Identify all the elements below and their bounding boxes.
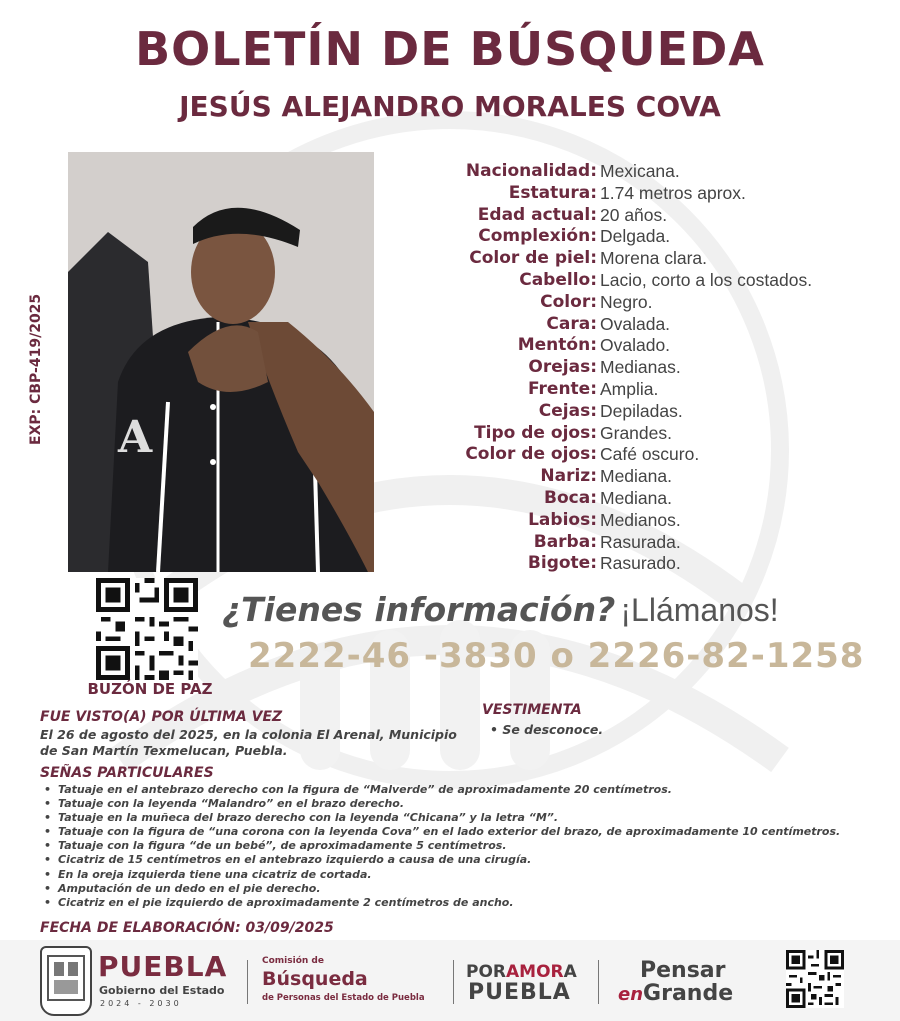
attr-value: Delgada. [600, 226, 671, 247]
list-item: • Amputación de un dedo en el pie derecho. [44, 882, 884, 896]
attr-value: Mexicana. [600, 161, 680, 181]
qr-code-icon[interactable] [95, 578, 199, 680]
commission-main: Búsqueda [262, 968, 368, 990]
attr-row [420, 248, 890, 270]
attr-label: Mentón: [517, 335, 597, 356]
marks-list [44, 783, 884, 910]
a-text: A [563, 962, 577, 982]
bulletin-title: BOLETÍN DE BÚSQUEDA [135, 22, 765, 76]
attr-row [420, 510, 890, 532]
phone-numbers[interactable]: 2222-46 -3830 o 2226-82-1258 [248, 636, 865, 676]
grande-text: Grande [643, 981, 734, 1006]
attr-value: Medianas. [600, 357, 681, 378]
attr-label: Cabello: [519, 269, 597, 290]
attr-row [420, 314, 890, 336]
attr-row [420, 183, 890, 205]
attr-label: Nariz: [540, 466, 597, 487]
list-item: • Tatuaje con la figura “de un bebé”, de aproximadamente 5 centímetros. [44, 839, 884, 853]
attr-row [420, 488, 890, 510]
attr-label: Tipo de ojos: [474, 422, 597, 443]
attr-label: Complexión: [478, 226, 597, 247]
attr-value: Rasurada. [600, 531, 681, 552]
marks-heading: SEÑAS PARTICULARES [40, 765, 214, 781]
attr-label: Labios: [528, 509, 597, 530]
clothing-item: • Se desconoce. [490, 722, 604, 737]
last-seen-line: de San Martín Texmelucan, Puebla. [40, 743, 288, 758]
call-to-action [222, 590, 882, 629]
attr-row [420, 270, 890, 292]
cta-call: ¡Llámanos! [620, 592, 779, 628]
attr-value: Amplia. [600, 378, 659, 399]
attr-label: Color: [540, 291, 597, 312]
attr-label: Boca: [544, 487, 597, 508]
attr-label: Edad actual: [477, 204, 597, 225]
attr-value: Mediana. [600, 487, 672, 508]
en-text: en [618, 984, 644, 1005]
divider [598, 960, 599, 1004]
creation-date: FECHA DE ELABORACIÓN: 03/09/2025 [40, 920, 334, 936]
attr-row [420, 161, 890, 183]
attr-row [420, 357, 890, 379]
por-text: POR [466, 962, 507, 982]
pensar-logo-top: Pensar [640, 958, 726, 983]
physical-description [420, 161, 890, 575]
attr-label: Color de ojos: [465, 444, 597, 465]
state-seal-icon [40, 946, 92, 1016]
list-item: • En la oreja izquierda tiene una cicatriz de cortada. [44, 868, 884, 882]
attr-row [420, 466, 890, 488]
attr-value: Lacio, corto a los costados. [600, 269, 813, 290]
attr-row [420, 532, 890, 554]
attr-label: Bigote: [527, 553, 597, 574]
svg-text:A: A [118, 412, 153, 463]
cta-question: ¿Tienes información? [222, 590, 616, 629]
amor-text: AMOR [506, 962, 564, 982]
commission-bottom: de Personas del Estado de Puebla [262, 993, 425, 1003]
last-seen-heading: FUE VISTO(A) POR ÚLTIMA VEZ [40, 709, 283, 725]
attr-row [420, 379, 890, 401]
attr-value: Medianos. [600, 509, 681, 530]
attr-label: Barba: [533, 531, 597, 552]
qr-label: BUZÓN DE PAZ [87, 680, 213, 698]
last-seen-line: El 26 de agosto del 2025, en la colonia El Arenal, Municipio [40, 727, 457, 742]
clothing-heading: VESTIMENTA [482, 702, 582, 718]
last-seen-text [40, 727, 470, 759]
attr-value: Morena clara. [600, 248, 707, 269]
attr-row [420, 444, 890, 466]
attr-row [420, 553, 890, 575]
attr-value: 1.74 metros aprox. [600, 182, 746, 203]
attr-value: Ovalada. [600, 313, 671, 334]
list-item: • Tatuaje con la figura de “una corona con la leyenda Cova” en el lado exterior del brazo, de aproximadamente 10 centímetros. [44, 825, 884, 839]
puebla-logo-years: 2024 - 2030 [100, 999, 182, 1008]
attr-label: Cara: [546, 313, 597, 334]
attr-value: Depiladas. [600, 400, 683, 421]
attr-value: Café oscuro. [600, 444, 700, 465]
attr-row [420, 205, 890, 227]
puebla-logo-text: PUEBLA [98, 950, 228, 983]
por-amor-logo-top [466, 962, 577, 982]
puebla-logo-sub: Gobierno del Estado [99, 984, 225, 997]
footer-logos [0, 940, 900, 1021]
attr-value: 20 años. [600, 204, 668, 225]
missing-person-name: JESÚS ALEJANDRO MORALES COVA [179, 90, 721, 123]
attr-value: Ovalado. [600, 335, 671, 356]
commission-top: Comisión de [262, 956, 324, 966]
attr-value: Negro. [600, 291, 653, 312]
attr-value: Rasurado. [600, 553, 681, 574]
attr-value: Mediana. [600, 466, 672, 487]
pensar-logo-bottom [618, 981, 733, 1006]
list-item: • Cicatriz en el pie izquierdo de aproximadamente 2 centímetros de ancho. [44, 896, 884, 910]
footer-qr-code-icon[interactable] [786, 950, 844, 1008]
attr-row [420, 335, 890, 357]
person-photo [68, 152, 374, 572]
attr-row [420, 226, 890, 248]
attr-value: Grandes. [600, 422, 672, 443]
attr-label: Cejas: [538, 400, 597, 421]
divider [453, 960, 454, 1004]
attr-row [420, 423, 890, 445]
attr-row [420, 292, 890, 314]
list-item: • Tatuaje en la muñeca del brazo derecho con la leyenda “Chicana” y la letra “M”. [44, 811, 884, 825]
attr-label: Orejas: [528, 357, 597, 378]
list-item: • Tatuaje en el antebrazo derecho con la figura de “Malverde” de aproximadamente 20 centímetros. [44, 783, 884, 797]
por-amor-logo-bottom: PUEBLA [468, 980, 571, 1005]
attr-row [420, 401, 890, 423]
list-item: • Tatuaje con la leyenda “Malandro” en el brazo derecho. [44, 797, 884, 811]
attr-label: Nacionalidad: [465, 161, 597, 181]
divider [247, 960, 248, 1004]
case-number: EXP: CBP-419/2025 [28, 293, 44, 445]
attr-label: Frente: [528, 378, 597, 399]
list-item: • Cicatriz de 15 centímetros en el antebrazo izquierdo a causa de una cirugía. [44, 853, 884, 867]
attr-label: Color de piel: [469, 248, 597, 269]
attr-label: Estatura: [508, 182, 597, 203]
